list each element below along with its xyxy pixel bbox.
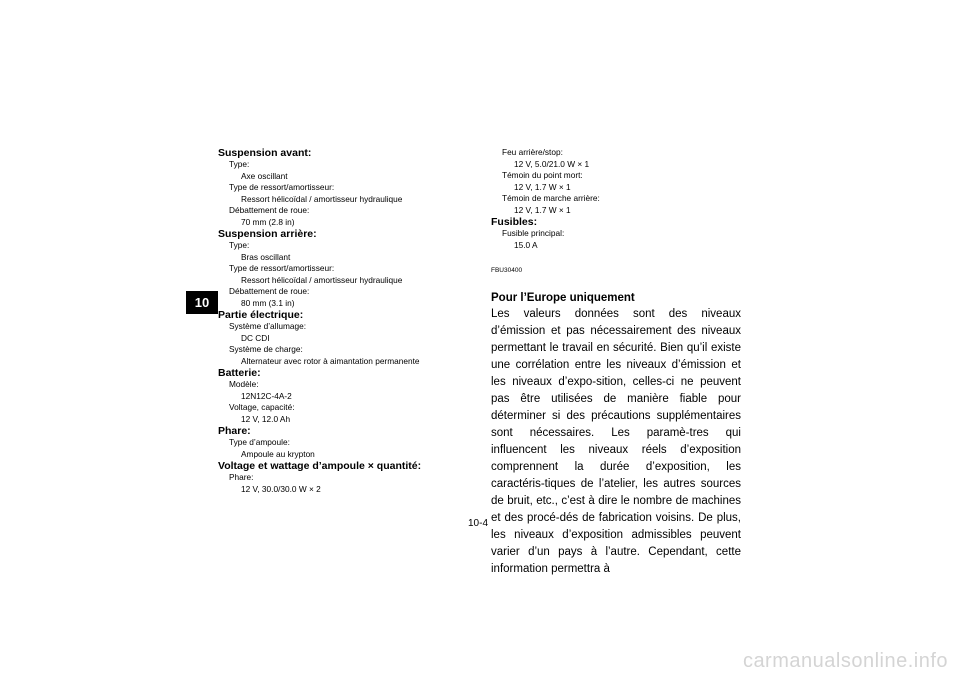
section-body: Les valeurs données sont des niveaux d’émission et pas nécessairement des niveaux permettant le travail en sécurité. Bien qu’il existe une corrélation entre les niveaux d’émission et les niveaux d’expo-sition, celles-ci ne peuvent pas être utilisées de manière fiable pour déterminer si des précautions supplémentaires sont nécessaires. Les paramè-tres qui influencent les niveaux réels d’exposition comprennent la durée d’exposition, les caractéris-tiques de l’atelier, les autres sources de bruit, etc., c’est à dire le nombre de machines et des procé-dés de fabrication voisins. De plus, les niveaux d’exposition admissibles peuvent varier d’un pays à l’autre. Cependant, cette information permettra à <box>491 308 741 575</box>
spec-label: Type de ressort/amortisseur: <box>229 182 335 192</box>
spec-value: 12 V, 12.0 Ah <box>241 413 291 424</box>
spec-label: Feu arrière/stop: <box>502 147 563 157</box>
spec-label: Système d’allumage: <box>229 321 307 331</box>
spec-heading: Suspension arrière: <box>218 228 317 240</box>
spec-label: Témoin du point mort: <box>502 170 583 180</box>
spec-heading: Partie électrique: <box>218 309 304 321</box>
spec-value: 12 V, 30.0/30.0 W × 2 <box>241 483 321 494</box>
spec-label: Débattement de roue: <box>229 205 310 215</box>
spec-value: Ressort hélicoïdal / amortisseur hydraulique <box>241 274 403 285</box>
spec-value: Ampoule au krypton <box>241 448 315 459</box>
spec-value: Axe oscillant <box>241 170 288 181</box>
spec-label: Système de charge: <box>229 344 303 354</box>
spec-label: Témoin de marche arrière: <box>502 193 600 203</box>
spec-value: 70 mm (2.8 in) <box>241 216 295 227</box>
spec-heading: Fusibles: <box>491 216 538 228</box>
chapter-tab: 10 <box>186 291 218 314</box>
page-number: 10-4 <box>468 518 489 529</box>
spec-value: 12 V, 1.7 W × 1 <box>514 181 571 192</box>
spec-heading: Suspension avant: <box>218 147 312 159</box>
spec-heading: Voltage et wattage d’ampoule × quantité: <box>218 460 422 472</box>
spec-label: Type: <box>229 159 250 169</box>
spec-column-left <box>218 147 468 495</box>
spec-value: 12 V, 1.7 W × 1 <box>514 204 571 215</box>
spec-list-right <box>491 147 741 251</box>
spec-heading: Batterie: <box>218 367 261 379</box>
spec-value: 12 V, 5.0/21.0 W × 1 <box>514 158 590 169</box>
spec-label: Fusible principal: <box>502 228 565 238</box>
spec-value: Alternateur avec rotor à aimantation permanente <box>241 355 420 366</box>
spec-label: Phare: <box>229 472 254 482</box>
section-title: Pour l’Europe uniquement <box>491 292 635 304</box>
spec-label: Voltage, capacité: <box>229 402 295 412</box>
spec-value: 80 mm (3.1 in) <box>241 297 295 308</box>
spec-value: Ressort hélicoïdal / amortisseur hydraulique <box>241 193 403 204</box>
spec-value: 15.0 A <box>514 239 538 250</box>
spec-column-right <box>491 147 741 578</box>
spec-label: Modèle: <box>229 379 259 389</box>
spec-label: Débattement de roue: <box>229 286 310 296</box>
spec-label: Type de ressort/amortisseur: <box>229 263 335 273</box>
watermark: carmanualsonline.info <box>742 650 948 672</box>
section-code: FBU30400 <box>491 267 523 274</box>
spec-value: Bras oscillant <box>241 251 291 262</box>
spec-heading: Phare: <box>218 425 251 437</box>
spec-label: Type: <box>229 240 250 250</box>
spec-value: 12N12C-4A-2 <box>241 390 292 401</box>
spec-label: Type d’ampoule: <box>229 437 290 447</box>
spec-value: DC CDI <box>241 332 270 343</box>
